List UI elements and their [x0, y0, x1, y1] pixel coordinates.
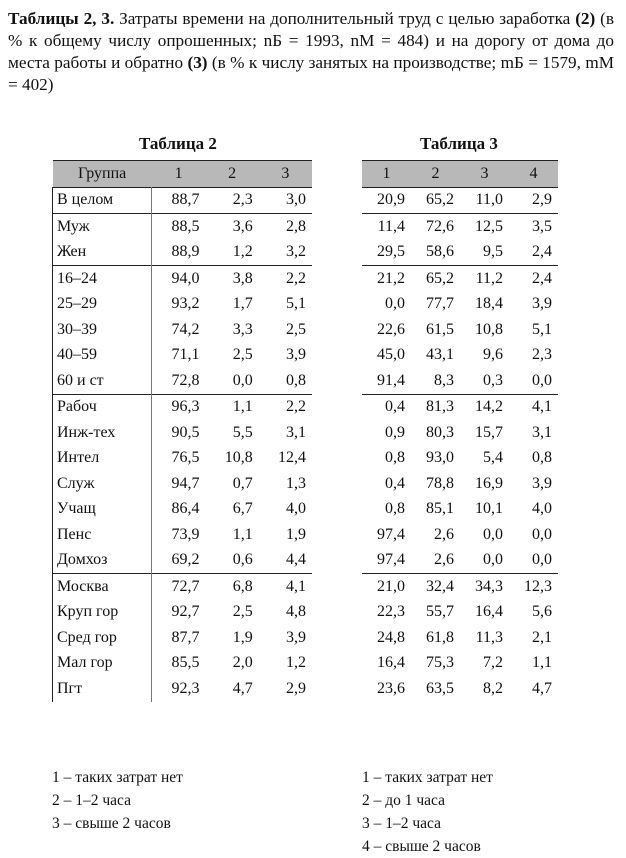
table2-value-cell: 0,7	[232, 474, 253, 492]
table2-value-cell: 3,6	[206, 214, 259, 240]
table3-value-cell: 97,4	[377, 551, 405, 569]
table3-body	[362, 187, 558, 702]
table2-value-cell: 2,9	[286, 679, 306, 697]
table3-row	[362, 240, 558, 266]
table2-body	[53, 187, 313, 702]
table2-value-cell: 92,7	[171, 603, 200, 621]
table2-row	[53, 471, 313, 497]
table3-value-cell: 2,4	[532, 243, 552, 261]
table3-value-cell: 91,4	[377, 371, 405, 389]
table3-value-cell: 0,8	[385, 500, 405, 518]
table3-row	[362, 600, 558, 626]
table3-value-cell: 0,9	[385, 423, 405, 441]
table3-value-cell: 5,4	[483, 449, 503, 467]
table2-value-cell: 0,6	[232, 551, 253, 569]
table2-group-cell: 30–39	[53, 317, 152, 343]
table2-value-cell: 1,1	[206, 394, 259, 420]
table2-value-cell: 1,7	[232, 295, 253, 313]
table2-legend	[52, 766, 183, 835]
table2-value-cell: 2,5	[286, 320, 306, 338]
table2-value-cell: 2,5	[232, 603, 253, 621]
table2-value-cell: 86,4	[171, 500, 200, 518]
table2-value-cell: 74,2	[171, 320, 200, 338]
table2-value-cell: 94,7	[171, 474, 200, 492]
table2-value-cell: 1,2	[232, 243, 253, 261]
table2-row	[53, 446, 313, 472]
table2-group-cell: В целом	[53, 187, 152, 214]
caption-label: Таблицы 2, 3.	[8, 9, 115, 28]
table3-row	[362, 522, 558, 548]
table2-row	[53, 187, 313, 214]
table3-value-cell: 11,4	[362, 214, 411, 240]
table3-value-cell: 8,2	[483, 679, 503, 697]
table3-value-cell: 3,9	[532, 295, 552, 313]
table2-legend-item: 3 – свыше 2 часов	[52, 815, 171, 832]
table3-value-cell: 23,6	[377, 679, 405, 697]
table2-value-cell: 2,3	[232, 191, 253, 209]
table3-row	[362, 471, 558, 497]
table2-value-cell: 6,7	[232, 500, 253, 518]
table3-value-cell: 0,8	[532, 449, 552, 467]
table2-value-cell: 85,5	[171, 654, 200, 672]
table3-header-3: 3	[480, 164, 489, 182]
caption-ref-3: (3)	[187, 53, 208, 72]
table2-value-cell: 1,2	[286, 654, 306, 672]
table2-value-cell: 87,7	[171, 628, 200, 646]
table3-value-cell: 32,4	[411, 574, 460, 600]
table2-group-cell: Интел	[53, 446, 152, 472]
table3-legend-item: 2 – до 1 часа	[362, 792, 446, 809]
table3-row	[362, 625, 558, 651]
table2-value-cell: 2,2	[259, 266, 312, 292]
table3-header-1: 1	[382, 164, 391, 182]
table2-value-cell: 5,5	[232, 423, 253, 441]
table3-value-cell: 34,3	[460, 574, 509, 600]
table3-value-cell: 20,9	[377, 191, 405, 209]
table3-value-cell: 10,1	[475, 500, 503, 518]
caption-ref-2: (2)	[575, 9, 596, 28]
table2-group-cell: Пгт	[53, 676, 152, 702]
table3-row	[362, 187, 558, 214]
table2-group-cell: Инж-тех	[53, 420, 152, 446]
table3-header-2: 2	[431, 164, 440, 182]
table3-value-cell: 2,9	[532, 191, 552, 209]
caption-text-1: Затраты времени на дополнительный труд с целью заработка	[114, 9, 576, 28]
table2-value-cell: 3,3	[232, 320, 253, 338]
table3-legend-item: 4 – свыше 2 часов	[362, 838, 481, 855]
table2-group-cell: 16–24	[53, 266, 152, 292]
table3-value-cell: 77,7	[426, 295, 454, 313]
table2-value-cell: 72,8	[171, 371, 200, 389]
table3-row	[362, 676, 558, 702]
table2-value-cell: 4,1	[259, 574, 312, 600]
table-caption	[8, 8, 614, 96]
table2-row	[53, 240, 313, 266]
table3-value-cell: 97,4	[377, 525, 405, 543]
table2-group-cell: Мал гор	[53, 651, 152, 677]
table3-value-cell: 5,6	[532, 603, 552, 621]
table2-row	[53, 497, 313, 523]
table2-value-cell: 76,5	[171, 449, 200, 467]
table2-group-cell: Домхоз	[53, 548, 152, 574]
table3-value-cell: 0,4	[362, 394, 411, 420]
table3-row	[362, 317, 558, 343]
table2-value-cell: 93,2	[171, 295, 200, 313]
table3-value-cell: 2,1	[532, 628, 552, 646]
table3-value-cell: 4,0	[532, 500, 552, 518]
table2-row	[53, 420, 313, 446]
table3-legend-item: 3 – 1–2 часа	[362, 815, 441, 832]
table3-value-cell: 12,3	[509, 574, 558, 600]
table3-value-cell: 65,2	[411, 266, 460, 292]
table2-value-cell: 4,4	[286, 551, 306, 569]
table3-row	[362, 266, 558, 292]
table3-value-cell: 3,9	[532, 474, 552, 492]
table2-value-cell: 4,0	[286, 500, 306, 518]
table3-value-cell: 16,4	[475, 603, 503, 621]
table2-group-cell: Жен	[53, 240, 152, 266]
table3-value-cell: 0,3	[483, 371, 503, 389]
table3-row	[362, 214, 558, 240]
table3-value-cell: 7,2	[483, 654, 503, 672]
table2-value-cell: 0,8	[286, 371, 306, 389]
table2-value-cell: 3,1	[286, 423, 306, 441]
table3-value-cell: 5,1	[532, 320, 552, 338]
table3-value-cell: 85,1	[426, 500, 454, 518]
table3-value-cell: 0,0	[532, 371, 552, 389]
table3-value-cell: 63,5	[426, 679, 454, 697]
table3-row	[362, 651, 558, 677]
table2-value-cell: 1,9	[286, 525, 306, 543]
table3-value-cell: 11,3	[475, 628, 503, 646]
table2-value-cell: 1,1	[232, 525, 253, 543]
table2-row	[53, 368, 313, 394]
table2-legend-item: 1 – таких затрат нет	[52, 769, 183, 786]
table3-value-cell: 9,5	[483, 243, 503, 261]
table2-value-cell: 2,2	[259, 394, 312, 420]
table3-value-cell: 55,7	[426, 603, 454, 621]
table2-value-cell: 1,3	[286, 474, 306, 492]
table3-value-cell: 24,8	[377, 628, 405, 646]
table2-row	[53, 266, 313, 292]
table3-row	[362, 292, 558, 318]
table2-row	[53, 292, 313, 318]
table2-value-cell: 2,0	[232, 654, 253, 672]
table3-header-4: 4	[529, 164, 538, 182]
table2-group-cell: 25–29	[53, 292, 152, 318]
table3-value-cell: 22,6	[377, 320, 405, 338]
table3-value-cell: 4,1	[509, 394, 558, 420]
table3-value-cell: 0,8	[385, 449, 405, 467]
table3-value-cell: 75,3	[426, 654, 454, 672]
table2-value-cell: 3,2	[286, 243, 306, 261]
table3-row	[362, 446, 558, 472]
table2-row	[53, 317, 313, 343]
table2-row	[53, 394, 313, 420]
table2-legend-item: 2 – 1–2 часа	[52, 792, 131, 809]
table2-header-group: Группа	[78, 164, 127, 182]
table3-value-cell: 0,0	[385, 295, 405, 313]
table2-value-cell: 4,7	[232, 679, 253, 697]
table3-value-cell: 58,6	[426, 243, 454, 261]
table3-value-cell: 29,5	[377, 243, 405, 261]
table-3	[362, 160, 558, 702]
table3-value-cell: 61,5	[426, 320, 454, 338]
table2-row	[53, 548, 313, 574]
table3-value-cell: 43,1	[426, 346, 454, 364]
table2-value-cell: 2,8	[259, 214, 312, 240]
table3-value-cell: 8,3	[434, 371, 454, 389]
table3-value-cell: 4,7	[532, 679, 552, 697]
table2-value-cell: 92,3	[171, 679, 200, 697]
table2-row	[53, 522, 313, 548]
table3-value-cell: 10,8	[475, 320, 503, 338]
table2-value-cell: 88,9	[171, 243, 200, 261]
caption-text-3: (в % к числу занятых на производстве; mБ = 1579, mМ = 402)	[8, 53, 614, 94]
table2-value-cell: 88,5	[152, 214, 206, 240]
table2-value-cell: 88,7	[171, 191, 200, 209]
table2-value-cell: 71,1	[171, 346, 200, 364]
table2-group-cell: Сред гор	[53, 625, 152, 651]
table2-header-1: 1	[174, 164, 183, 182]
table2-value-cell: 2,5	[232, 346, 253, 364]
table3-title: Таблица 3	[420, 134, 498, 153]
table2-value-cell: 3,9	[286, 628, 306, 646]
table3-row	[362, 574, 558, 600]
table2-header-3: 3	[281, 164, 290, 182]
table2-value-cell: 3,0	[286, 191, 306, 209]
table2-row	[53, 676, 313, 702]
table2-value-cell: 6,8	[206, 574, 259, 600]
table2-group-cell: 60 и ст	[53, 368, 152, 394]
table3-header-row	[362, 161, 558, 188]
table3-value-cell: 9,6	[483, 346, 503, 364]
table3-value-cell: 72,6	[411, 214, 460, 240]
table3-value-cell: 11,0	[475, 191, 503, 209]
table3-value-cell: 1,1	[532, 654, 552, 672]
table2-value-cell: 10,8	[224, 449, 253, 467]
table3-value-cell: 2,6	[434, 525, 454, 543]
table3-value-cell: 12,5	[460, 214, 509, 240]
table2-group-cell: Служ	[53, 471, 152, 497]
table3-row	[362, 343, 558, 369]
table3-value-cell: 0,4	[385, 474, 405, 492]
table2-value-cell: 5,1	[286, 295, 306, 313]
table-2	[52, 160, 312, 702]
table3-value-cell: 0,0	[483, 551, 503, 569]
table3-value-cell: 22,3	[377, 603, 405, 621]
table3-value-cell: 0,0	[532, 525, 552, 543]
table2-row	[53, 214, 313, 240]
table3-legend	[362, 766, 493, 858]
table2-value-cell: 0,0	[232, 371, 253, 389]
table2-row	[53, 651, 313, 677]
table3-value-cell: 80,3	[426, 423, 454, 441]
table2-header-row	[53, 161, 313, 188]
table3-value-cell: 61,8	[426, 628, 454, 646]
table3-value-cell: 18,4	[475, 295, 503, 313]
table3-legend-item: 1 – таких затрат нет	[362, 769, 493, 786]
table2-row	[53, 343, 313, 369]
table3-value-cell: 81,3	[411, 394, 460, 420]
table2-value-cell: 12,4	[278, 449, 306, 467]
table3-row	[362, 548, 558, 574]
caption-text-2: (в % к общему числу опрошенных; nБ = 1993, nМ = 484) и на дорогу от дома до места работы и обратно	[8, 9, 614, 72]
table3-value-cell: 0,0	[532, 551, 552, 569]
table2-value-cell: 72,7	[152, 574, 206, 600]
table2-value-cell: 73,9	[171, 525, 200, 543]
table3-value-cell: 15,7	[475, 423, 503, 441]
table3-value-cell: 2,4	[509, 266, 558, 292]
table3-value-cell: 45,0	[377, 346, 405, 364]
table3-value-cell: 14,2	[460, 394, 509, 420]
table2-group-cell: Учащ	[53, 497, 152, 523]
table3-value-cell: 3,5	[509, 214, 558, 240]
table2-value-cell: 90,5	[171, 423, 200, 441]
table3-value-cell: 0,0	[483, 525, 503, 543]
table2-group-cell: Рабоч	[53, 394, 152, 420]
table3-value-cell: 93,0	[426, 449, 454, 467]
table2-value-cell: 69,2	[171, 551, 200, 569]
table3-row	[362, 497, 558, 523]
table2-row	[53, 574, 313, 600]
table3-value-cell: 16,4	[377, 654, 405, 672]
table3-row	[362, 394, 558, 420]
table2-header-2: 2	[228, 164, 237, 182]
table3-row	[362, 368, 558, 394]
table2-row	[53, 625, 313, 651]
table3-row	[362, 420, 558, 446]
table3-value-cell: 3,1	[532, 423, 552, 441]
table2-value-cell: 1,9	[232, 628, 253, 646]
table2-value-cell: 3,9	[286, 346, 306, 364]
table2-value-cell: 4,8	[286, 603, 306, 621]
table3-value-cell: 78,8	[426, 474, 454, 492]
table2-value-cell: 3,8	[206, 266, 259, 292]
table3-value-cell: 2,3	[532, 346, 552, 364]
table3-value-cell: 16,9	[475, 474, 503, 492]
table3-value-cell: 21,0	[362, 574, 411, 600]
table2-group-cell: Муж	[53, 214, 152, 240]
table3-value-cell: 11,2	[460, 266, 509, 292]
table3-value-cell: 2,6	[434, 551, 454, 569]
table2-group-cell: 40–59	[53, 343, 152, 369]
table3-value-cell: 21,2	[362, 266, 411, 292]
table2-value-cell: 94,0	[152, 266, 206, 292]
table2-group-cell: Пенс	[53, 522, 152, 548]
table2-value-cell: 96,3	[152, 394, 206, 420]
table3-value-cell: 65,2	[426, 191, 454, 209]
table2-row	[53, 600, 313, 626]
table2-title: Таблица 2	[139, 134, 217, 153]
table2-group-cell: Круп гор	[53, 600, 152, 626]
table2-group-cell: Москва	[53, 574, 152, 600]
